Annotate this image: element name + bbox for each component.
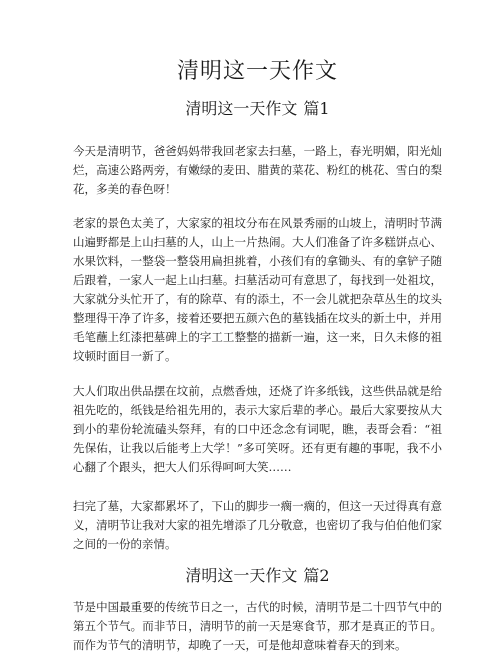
paragraph-4: 扫完了墓，大家都累坏了，下山的脚步一瘸一瘸的，但这一天过得真有意义，清明节让我对大家的祖先增添了几分敬意，也密切了我与伯伯他们家之间的一份的亲情。 [73, 499, 442, 551]
paragraph-1: 今天是清明节，爸爸妈妈带我回老家去扫墓，一路上，春光明媚，阳光灿烂，高速公路两旁，有嫩绿的麦田、腊黄的菜花、粉红的桃花、雪白的梨花，多美的春色呀！ [73, 144, 442, 196]
paragraph-5: 节是中国最重要的传统节日之一，古代的时候，清明节是二十四节气中的第五个节气。而非节日，清明节的前一天是寒食节，那才是真正的节日。而作为节气的清明节，却晚了一天，可是他却意味着春天的到来。 [73, 600, 442, 652]
section-heading-1-text: 清明这一天作文 [185, 99, 298, 118]
section-heading-2-text: 清明这一天作文 [185, 566, 298, 585]
section-heading-1-number: 篇1 [303, 99, 330, 118]
paragraph-2: 老家的景色太美了，大家家的祖坟分布在风景秀丽的山坡上，清明时节满山遍野都是上山扫墓的人，山上一片热闹。大人们准备了许多糕饼点心、水果饮料，一整袋一整袋用扁担挑着，小孩们有的拿锄头、有的拿铲子随后跟着，一家人一起上山扫墓。扫墓活动可有意思了，每找到一处祖坟，大家就分头忙开了，有的除草、有的添土，不一会儿就把杂草丛生的坟头整理得干净了许多，接着还要把五颜六色的墓钱插在坟头的新土中，并用毛笔蘸上红漆把墓碑上的字工工整整的描新一遍，这一来，日久未修的祖坟顿时面目一新了。 [73, 216, 442, 363]
section-heading-1 [73, 98, 442, 120]
section-heading-2 [73, 565, 442, 587]
section-heading-2-number: 篇2 [303, 566, 330, 585]
page-title: 清明这一天作文 [176, 59, 338, 84]
paragraph-3: 大人们取出供品摆在坟前，点燃香烛，还烧了许多纸钱，这些供品就是给祖先吃的，纸钱是给祖先用的，表示大家后辈的孝心。最后大家要按从大到小的辈份轮流磕头祭拜，有的口中还念念有词呢，瞧，表哥会看：“祖先保佑，让我以后能考上大学！”多可笑呀。还有更有趣的事呢，我不小心翻了个跟头，把大人们乐得呵呵大笑…… [73, 384, 442, 474]
